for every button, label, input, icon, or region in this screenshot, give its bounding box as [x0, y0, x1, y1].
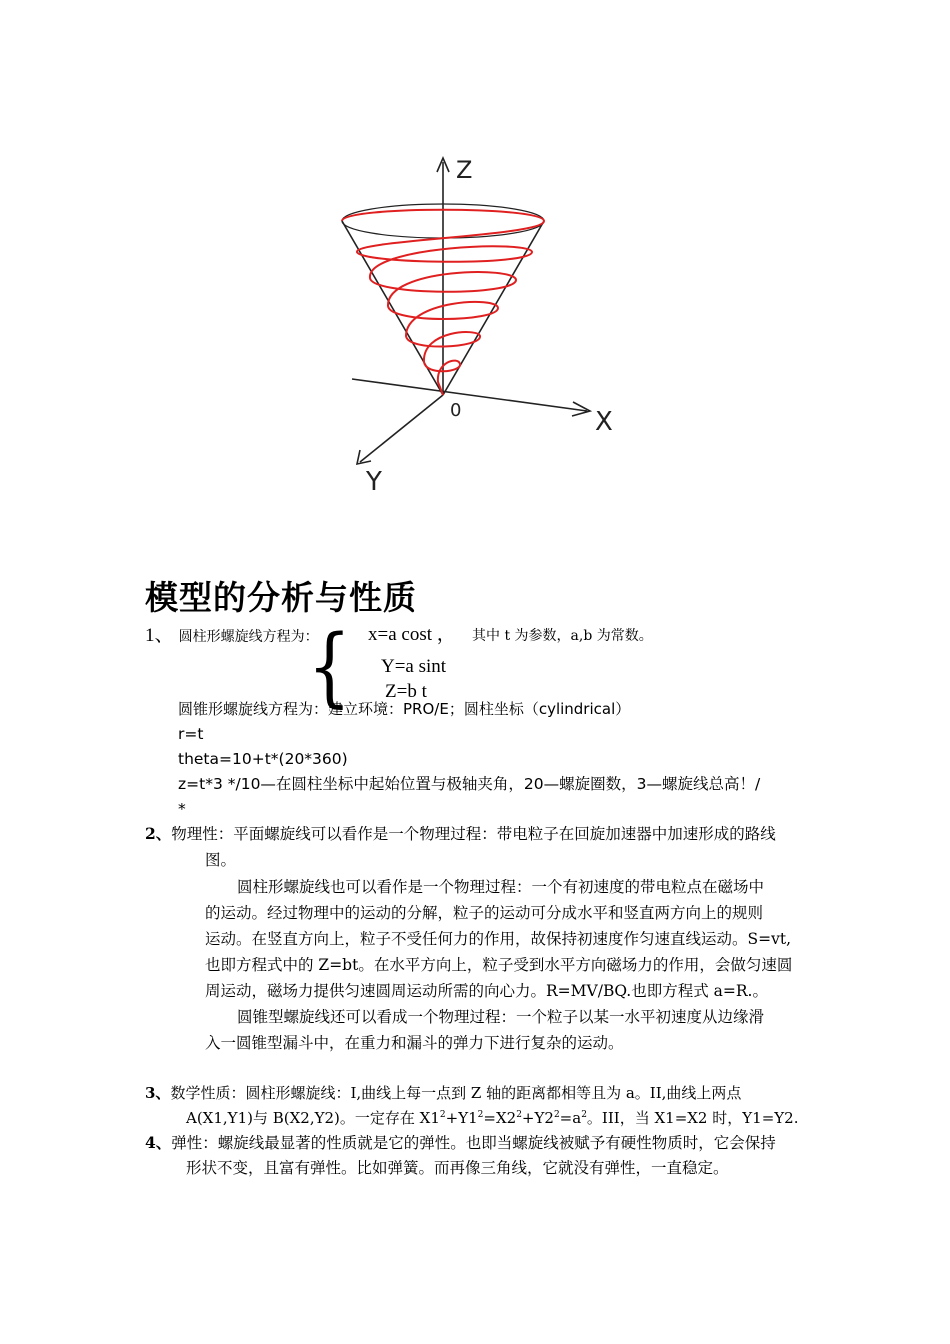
- p1-line: 周运动，磁场力提供匀速圆周运动所需的向心力。R=MV/BQ.也即方程式 a=R.。: [205, 982, 768, 1000]
- equation-x: x=a cost ，: [368, 624, 456, 645]
- item2-paragraph1: [205, 874, 805, 1004]
- item3-text-f: 。III，当 X1=X2 时，Y1=Y2.: [586, 1109, 799, 1127]
- superscript: 2: [553, 1110, 560, 1120]
- axis-x-label: X: [595, 407, 613, 437]
- p2-line: 圆锥型螺旋线还可以看成一个物理过程：一个粒子以某一水平初速度从边缘滑: [237, 1008, 765, 1026]
- item2-number: 2、: [145, 824, 172, 843]
- origin-label: 0: [450, 400, 462, 421]
- code-line-z: z=t*3 */10—在圆柱坐标中起始位置与极轴夹角，20—螺旋圈数，3—螺旋线总高！/: [178, 775, 761, 793]
- item3-text: 数学性质：圆柱形螺旋线：I,曲线上每一点到 Z 轴的距离都相等且为 a。II,曲线上两点: [170, 1084, 742, 1102]
- superscript: 2: [581, 1110, 587, 1120]
- p1-line: 的运动。经过物理中的运动的分解，粒子的运动可分成水平和竖直两方向上的规则: [205, 904, 764, 922]
- p1-line: 圆柱形螺旋线也可以看作是一个物理过程：一个有初速度的带电粒点在磁场中: [237, 878, 765, 896]
- equation-brace: {: [307, 617, 352, 717]
- superscript: 2: [439, 1110, 446, 1120]
- item3-line2: [186, 1106, 798, 1130]
- p1-line: 也即方程式中的 Z=bt。在水平方向上，粒子受到水平方向磁场力的作用，会做匀速圆: [205, 956, 793, 974]
- superscript: 2: [477, 1110, 484, 1120]
- equation-z: Z=b t: [385, 681, 427, 702]
- item1-heading: [145, 624, 319, 649]
- item3-text-b: +Y1: [445, 1109, 478, 1127]
- code-line-theta: theta=10+t*(20*360): [178, 750, 348, 768]
- item4-text: 弹性：螺旋线最显著的性质就是它的弹性。也即当螺旋线被赋予有硬性物质时，它会保持: [171, 1134, 776, 1152]
- p2-line: 入一圆锥型漏斗中，在重力和漏斗的弹力下进行复杂的运动。: [205, 1034, 624, 1052]
- axis-y-label: Y: [366, 467, 382, 497]
- code-line-end: *: [178, 800, 186, 818]
- item3-text-d: +Y2: [521, 1109, 554, 1127]
- axis-z-label: Z: [456, 156, 473, 184]
- item1-label: 圆柱形螺旋线方程为：: [178, 629, 319, 645]
- cone-helix-figure: [262, 140, 642, 505]
- item2-line1: [145, 822, 776, 846]
- item3-text-a: A(X1,Y1)与 B(X2,Y2)。一定存在 X1: [186, 1109, 440, 1127]
- environment-text: 建立环境：PRO/E；圆柱坐标（cylindrical）: [328, 700, 631, 718]
- section-title: 模型的分析与性质: [145, 578, 417, 617]
- superscript: 2: [516, 1110, 522, 1120]
- item2-paragraph2: [205, 1004, 805, 1056]
- code-line-r: r=t: [178, 725, 204, 743]
- item1-number: 1、: [145, 625, 174, 646]
- cone-equation-label: [178, 697, 630, 721]
- item4-line2: 形状不变，且富有弹性。比如弹簧。而再像三角线，它就没有弹性，一直稳定。: [186, 1159, 729, 1177]
- item3-text-e: =a: [559, 1109, 582, 1127]
- p1-line: 运动。在竖直方向上，粒子不受任何力的作用，故保持初速度作匀速直线运动。S=vt,: [205, 930, 792, 948]
- item3-number: 3、: [145, 1084, 171, 1102]
- item3-text-c: =X2: [483, 1109, 517, 1127]
- item3-line1: [145, 1081, 741, 1105]
- item4-number: 4、: [145, 1133, 172, 1152]
- item2-line2: 图。: [205, 851, 237, 869]
- item4-line1: [145, 1131, 776, 1155]
- cone-label: 圆锥形螺旋线方程为：: [178, 700, 329, 718]
- equation-y: Y=a sint: [381, 656, 447, 677]
- equation-note: 其中 t 为参数，a,b 为常数。: [472, 628, 653, 644]
- item2-text: 物理性：平面螺旋线可以看作是一个物理过程：带电粒子在回旋加速器中加速形成的路线: [171, 825, 776, 843]
